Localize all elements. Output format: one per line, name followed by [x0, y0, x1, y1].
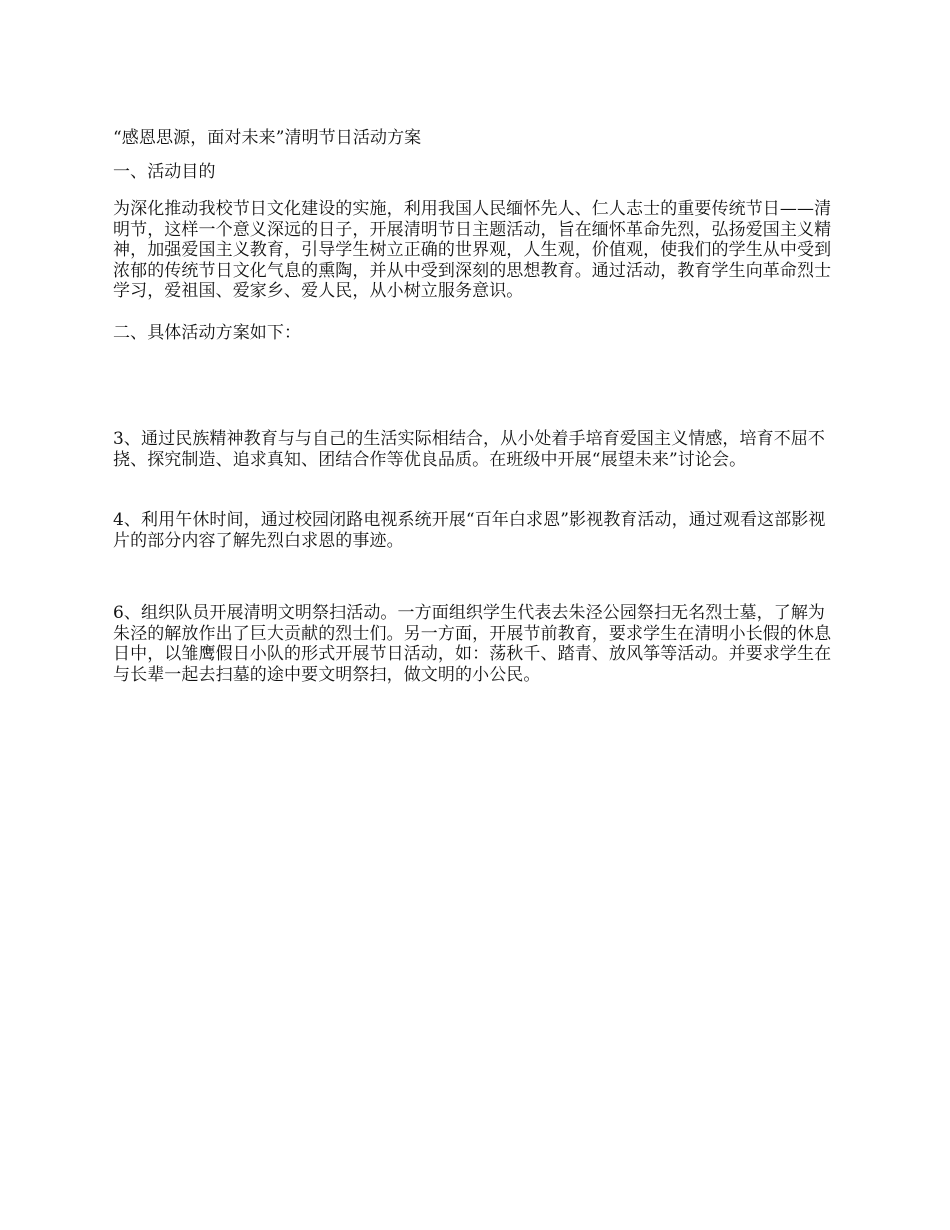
- section-heading-purpose: 一、活动目的: [113, 162, 216, 182]
- purpose-paragraph: 为深化推动我校节日文化建设的实施，利用我国人民缅怀先人、仁人志士的重要传统节日——清明节，这样一个意义深远的日子，开展清明节日主题活动，旨在缅怀革命先烈，弘扬爱国主义精神，加强爱国主义教育，引导学生树立正确的世界观，人生观，价值观，使我们的学生从中受到浓郁的传统节日文化气息的熏陶，并从中受到深刻的思想教育。通过活动，教育学生向革命烈士学习，爱祖国、爱家乡、爱人民，从小树立服务意识。: [113, 199, 832, 301]
- plan-item-6: 6、组织队员开展清明文明祭扫活动。一方面组织学生代表去朱泾公园祭扫无名烈士墓，了解为朱泾的解放作出了巨大贡献的烈士们。另一方面，开展节前教育，要求学生在清明小长假的休息日中，以雏鹰假日小队的形式开展节日活动，如：荡秋千、踏青、放风筝等活动。并要求学生在与长辈一起去扫墓的途中要文明祭扫，做文明的小公民。: [113, 603, 832, 685]
- section-heading-plan: 二、具体活动方案如下：: [113, 323, 302, 343]
- plan-item-3: 3、通过民族精神教育与与自己的生活实际相结合，从小处着手培育爱国主义情感，培育不屈不挠、探究制造、追求真知、团结合作等优良品质。在班级中开展“展望未来”讨论会。: [113, 429, 826, 470]
- plan-item-4: 4、利用午休时间，通过校园闭路电视系统开展“百年白求恩”影视教育活动，通过观看这部影视片的部分内容了解先烈白求恩的事迹。: [113, 510, 826, 551]
- document-title: “感恩思源，面对未来”清明节日活动方案: [113, 128, 422, 148]
